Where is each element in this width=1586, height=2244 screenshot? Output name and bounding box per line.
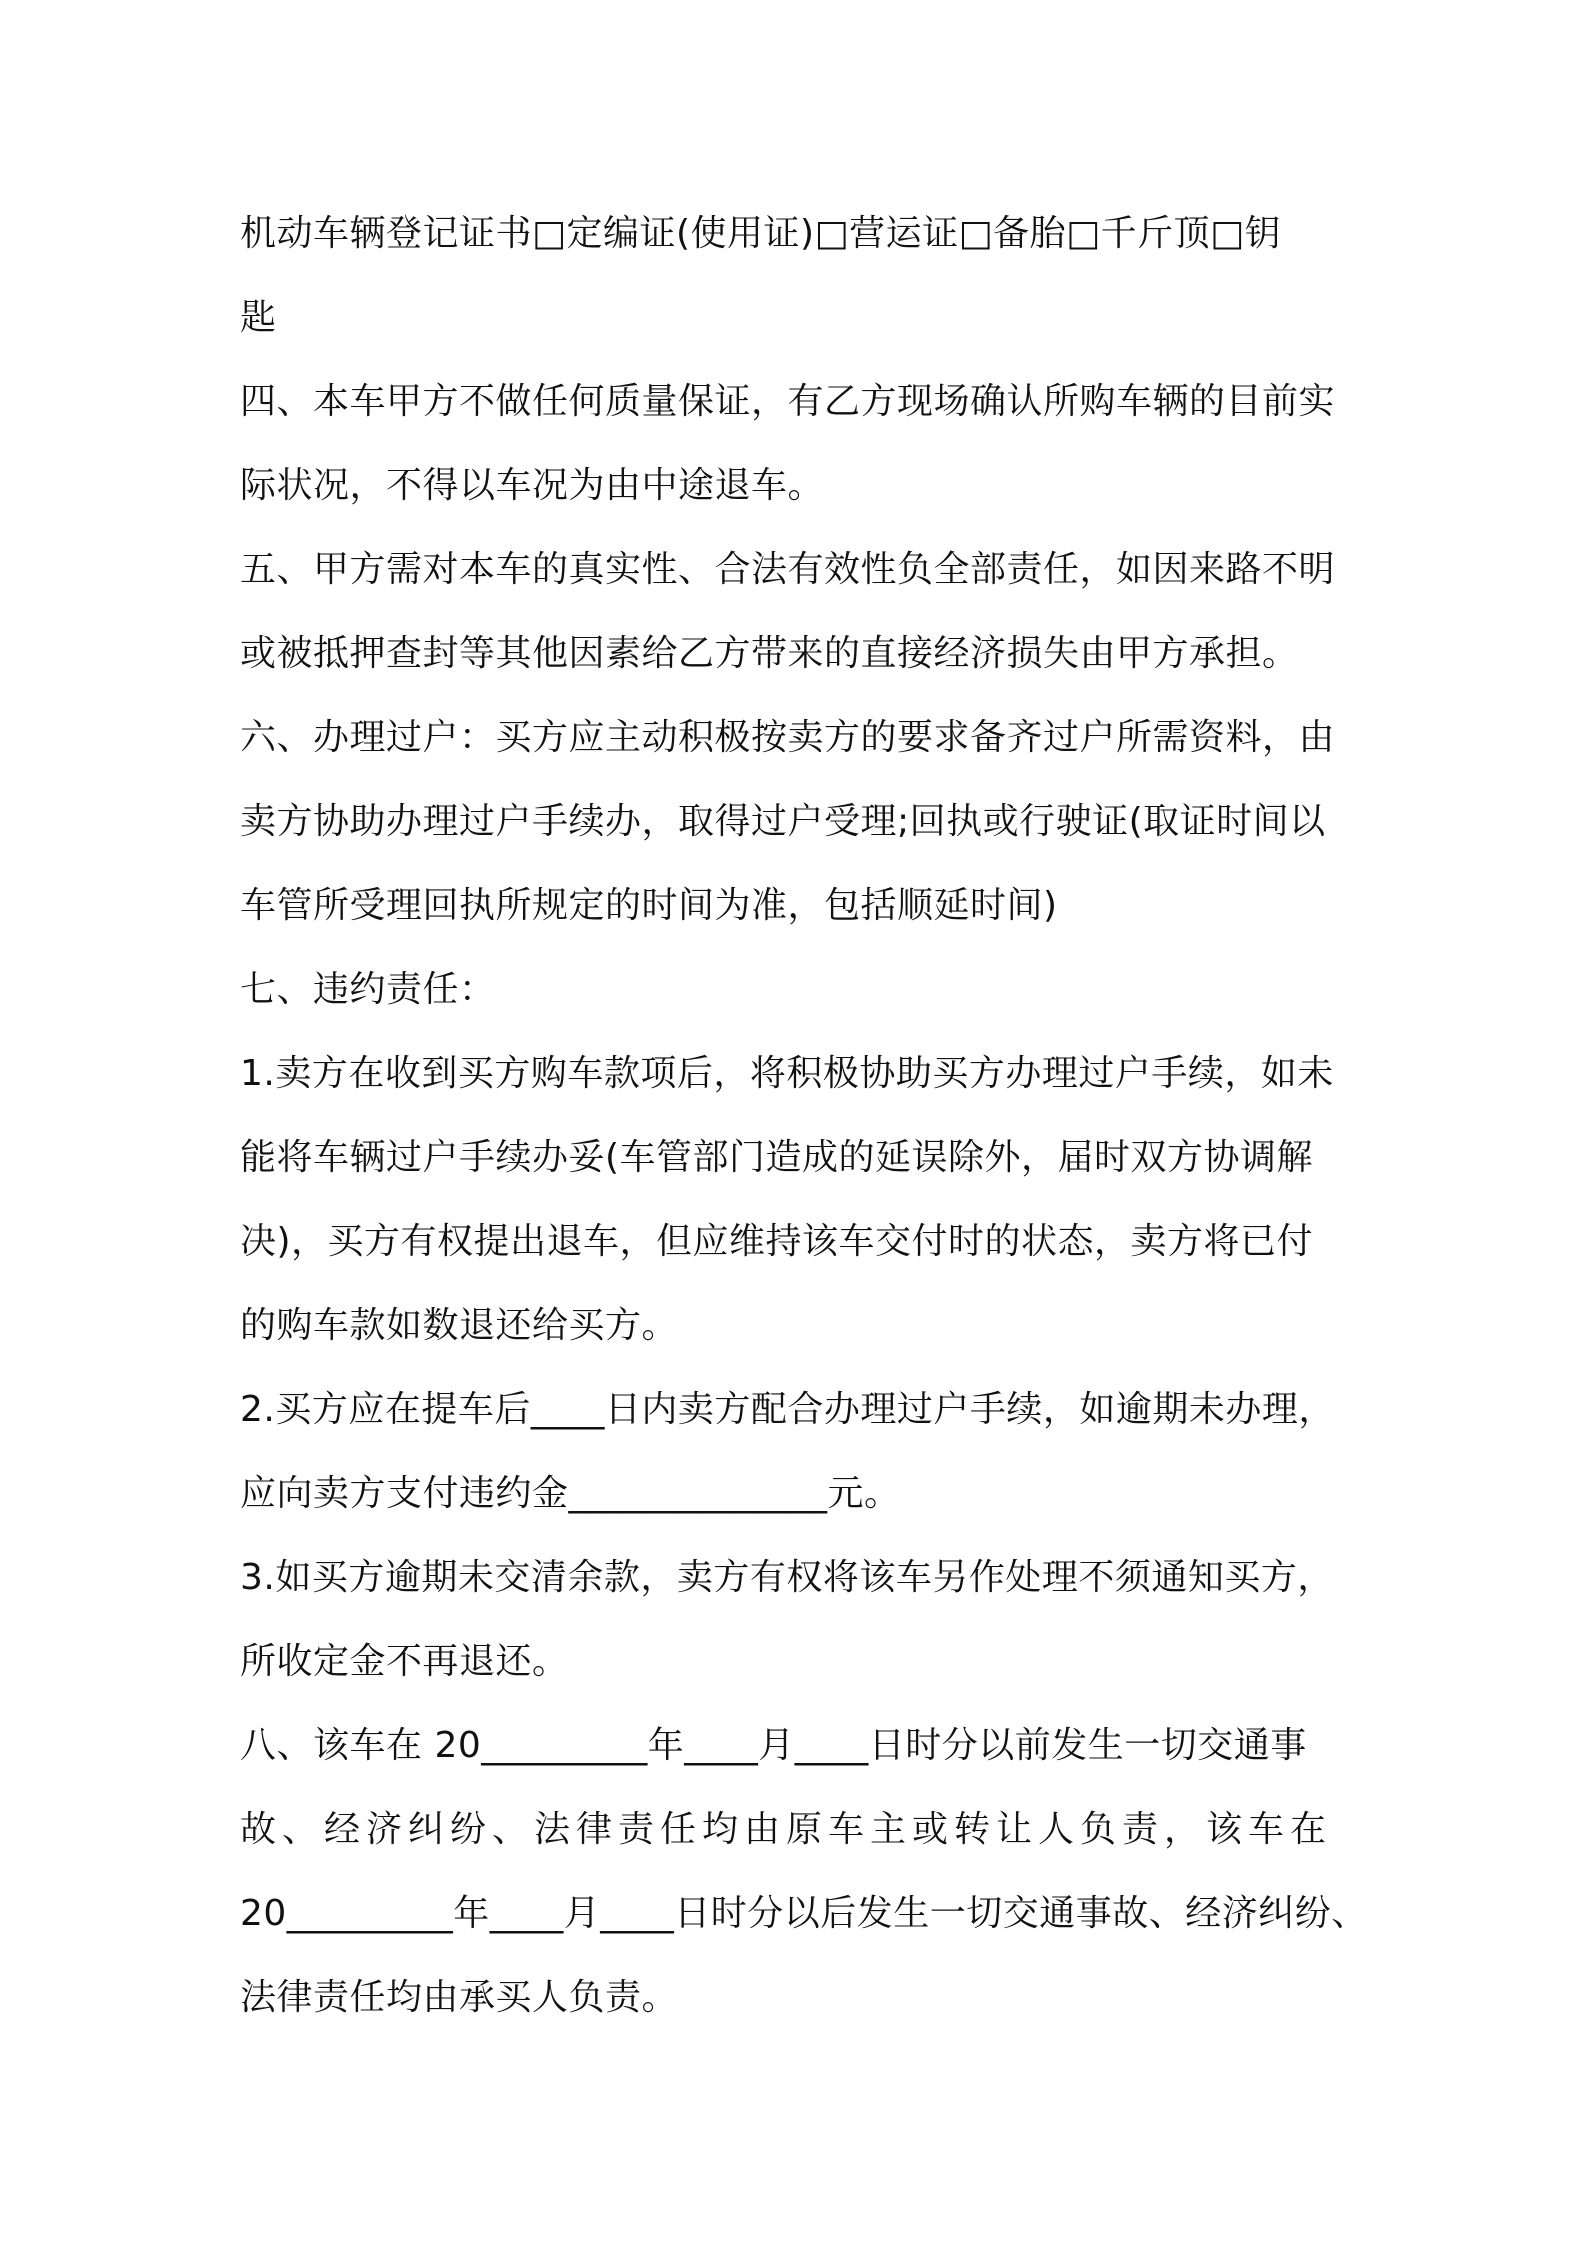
text-line: 1.卖方在收到买方购车款项后，将积极协助买方办理过户手续，如未 [240, 1053, 1334, 1094]
text-line: 五、甲方需对本车的真实性、合法有效性负全部责任，如因来路不明 [240, 549, 1336, 590]
text-line: 卖方协助办理过户手续办，取得过户受理;回执或行驶证(取证时间以 [240, 801, 1326, 842]
text-line: 或被抵押查封等其他因素给乙方带来的直接经济损失由甲方承担。 [240, 633, 1299, 674]
text-line: 四、本车甲方不做任何质量保证，有乙方现场确认所购车辆的目前实 [240, 381, 1336, 422]
text-line: 六、办理过户：买方应主动积极按卖方的要求备齐过户所需资料，由 [240, 717, 1336, 758]
text-line: 能将车辆过户手续办妥(车管部门造成的延误除外，届时双方协调解 [240, 1137, 1314, 1178]
text-line: 故、经济纠纷、法律责任均由原车主或转让人负责，该车在 [240, 1809, 1333, 1850]
text-line: 匙 [240, 297, 277, 338]
text-line: 20_________年____月____日时分以后发生一切交通事故、经济纠纷、 [240, 1893, 1368, 1934]
text-line: 际状况，不得以车况为由中途退车。 [240, 465, 825, 506]
text-line: 车管所受理回执所规定的时间为准，包括顺延时间) [240, 885, 1058, 926]
text-line: 2.买方应在提车后____日内卖方配合办理过户手续，如逾期未办理， [240, 1389, 1335, 1430]
section-heading: 七、违约责任： [240, 969, 496, 1010]
text-line: 应向卖方支付违约金______________元。 [240, 1473, 901, 1514]
text-line: 决)，买方有权提出退车，但应维持该车交付时的状态，卖方将已付 [240, 1221, 1314, 1262]
text-line: 八、该车在 20_________年____月____日时分以前发生一切交通事 [240, 1725, 1307, 1766]
text-line: 的购车款如数退还给买方。 [240, 1305, 679, 1346]
text-line: 3.如买方逾期未交清余款，卖方有权将该车另作处理不须通知买方， [240, 1557, 1334, 1598]
text-line: 法律责任均由承买人负责。 [240, 1977, 679, 2018]
text-line: 所收定金不再退还。 [240, 1641, 569, 1682]
text-line: 机动车辆登记证书□定编证(使用证)□营运证□备胎□千斤顶□钥 [240, 213, 1282, 254]
document-body [240, 192, 1368, 2040]
